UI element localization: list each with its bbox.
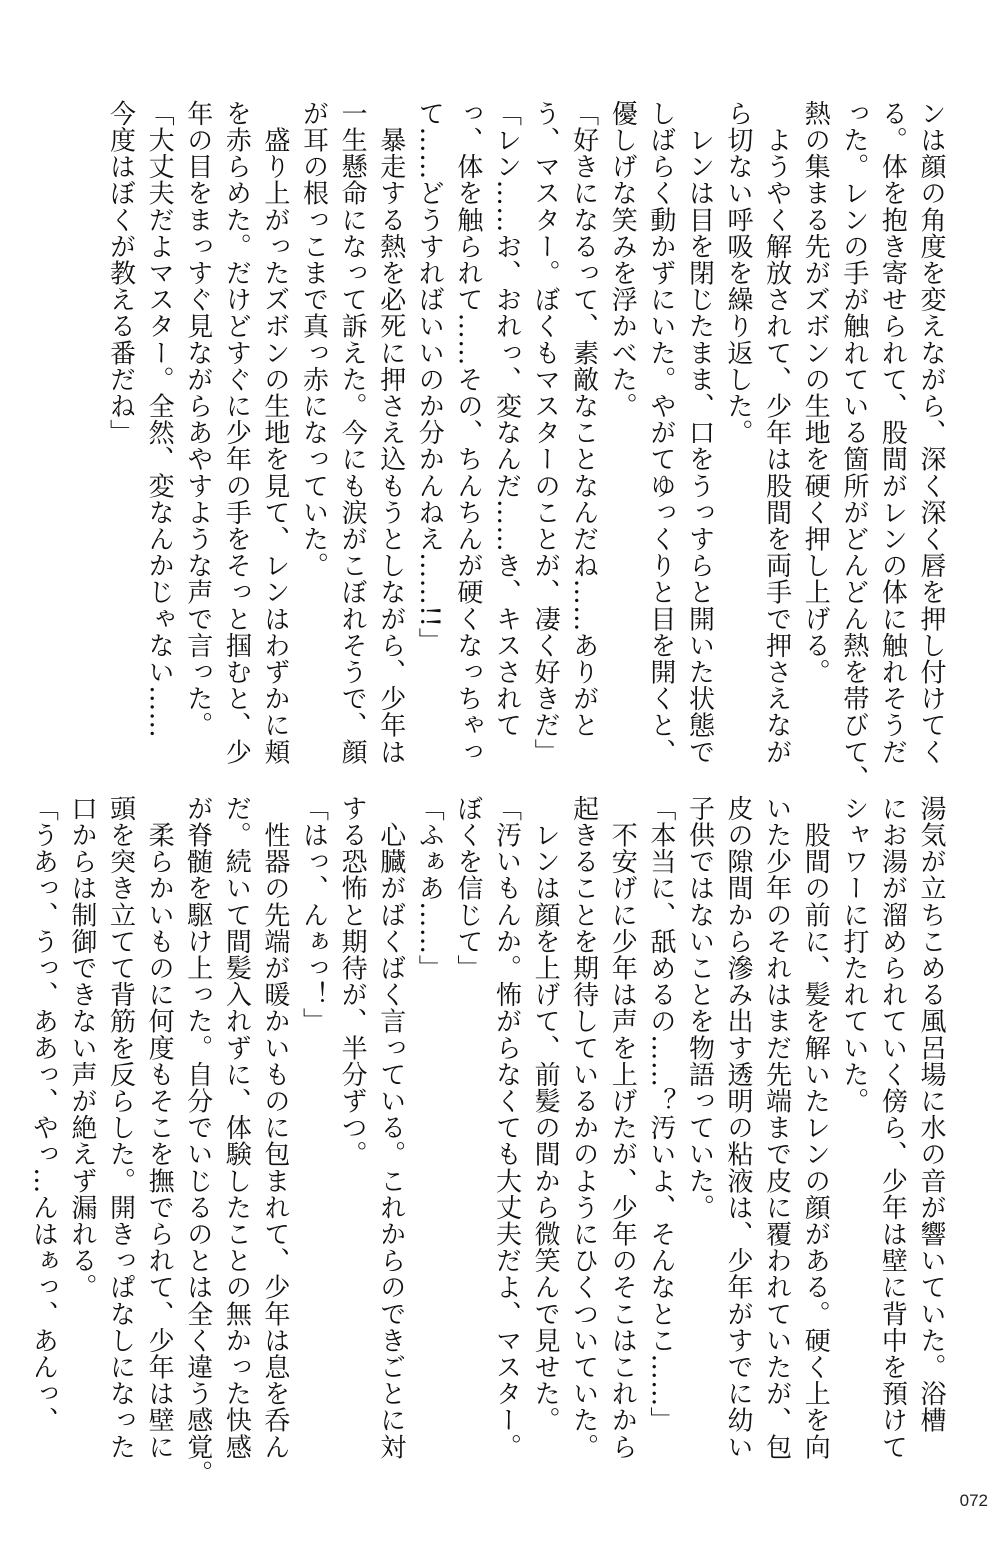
text-line: て……どうすればいいのか分かんねえ……!!」 <box>414 100 445 655</box>
text-line: 心臓がばくばく言っている。これからのできごとに対 <box>375 795 406 1460</box>
text-line: 口からは制御できない声が絶えず漏れる。 <box>66 795 97 1301</box>
text-line: を赤らめた。だけどすぐに少年の手をそっと掴むと、少 <box>221 100 252 765</box>
text-line: 年の目をまっすぐ見ながらあやすような声で言った。 <box>182 100 213 739</box>
text-line: 一生懸命になって訴えた。今にも涙がこぼれそうで、顔 <box>337 100 368 765</box>
text-line: 性器の先端が暖かいものに包まれて、少年は息を呑ん <box>259 795 290 1460</box>
text-line: 「大丈夫だよマスター。全然、変なんかじゃない…… <box>144 100 175 739</box>
text-line: 子供ではないことを物語っていた。 <box>684 795 715 1221</box>
text-line: 「ふぁあ……」 <box>414 795 445 982</box>
text-line: 湯気が立ちこめる風呂場に水の音が響いていた。浴槽 <box>916 795 946 1434</box>
text-line: ぼくを信じて」 <box>452 795 483 982</box>
text-line: っ、体を触られて……その、ちんちんが硬くなっちゃっ <box>452 100 483 765</box>
text-line: シャワーに打たれていた。 <box>838 795 869 1115</box>
text-line: 熱の集まる先がズボンの生地を硬く押し上げる。 <box>800 100 831 686</box>
text-line: ようやく解放されて、少年は股間を両手で押さえなが <box>761 100 792 765</box>
text-line: 盛り上がったズボンの生地を見て、レンはわずかに頬 <box>259 100 290 765</box>
text-line: 股間の前に、髪を解いたレンの顔がある。硬く上を向 <box>800 795 831 1460</box>
text-line: しばらく動かずにいた。やがてゆっくりと目を開くと、 <box>645 100 676 765</box>
text-line: する恐怖と期待が、半分ずつ。 <box>337 795 368 1168</box>
text-line: 頭を突き立てて背筋を反らした。開きっぱなしになった <box>105 795 136 1460</box>
text-line: 優しげな笑みを浮かべた。 <box>607 100 638 420</box>
text-line: 柔らかいものに何度もそこを撫でられて、少年は壁に <box>144 795 175 1460</box>
text-line: 「好きになるって、素敵なことなんだね……ありがと <box>568 100 599 739</box>
text-line: 「本当に、舐めるの……？汚いよ、そんなとこ……」 <box>645 795 676 1434</box>
text-line: 「レン……お、おれっ、変なんだ……き、キスされて <box>491 100 522 739</box>
text-line: る。体を抱き寄せられて、股間がレンの体に触れそうだ <box>877 100 908 765</box>
text-line: ら切ない呼吸を繰り返した。 <box>723 100 754 446</box>
text-line: 「うあっ、うっ、ああっ、やっ…んはぁっ、あんっ、 <box>28 795 59 1434</box>
text-line: 今度はぼくが教える番だね」 <box>105 100 136 446</box>
text-line: う、マスター。ぼくもマスターのことが、凄く好きだ」 <box>530 100 561 765</box>
text-block-lower <box>28 795 946 1487</box>
text-line: が耳の根っこまで真っ赤になっていた。 <box>298 100 329 579</box>
text-line: った。レンの手が触れている箇所がどんどん熱を帯びて、 <box>838 100 869 792</box>
text-line: いた少年のそれはまだ先端まで皮に覆われていたが、包 <box>761 795 792 1460</box>
text-line: だ。続いて間髪入れずに、体験したことの無かった快感 <box>221 795 252 1460</box>
text-line: レンは目を閉じたまま、口をうっすらと開いた状態で <box>684 100 715 765</box>
text-line: にお湯が溜められていく傍ら、少年は壁に背中を預けて <box>877 795 908 1460</box>
text-line: ンは顔の角度を変えながら、深く深く唇を押し付けてく <box>916 100 946 765</box>
text-block-upper <box>55 100 946 792</box>
text-line: 「はっ、んぁっ！」 <box>298 795 329 1035</box>
text-line: レンは顔を上げて、前髪の間から微笑んで見せた。 <box>530 795 561 1434</box>
text-line: 起きることを期待しているかのようにひくついていた。 <box>568 795 599 1460</box>
page-number: 072 <box>959 1491 988 1510</box>
text-line: 不安げに少年は声を上げたが、少年のそこはこれから <box>607 795 638 1460</box>
text-line: 暴走する熱を必死に押さえ込もうとしながら、少年は <box>375 100 406 765</box>
text-line: 皮の隙間から滲み出す透明の粘液は、少年がすでに幼い <box>723 795 754 1460</box>
text-line: 「汚いもんか。怖がらなくても大丈夫だよ、マスター。 <box>491 795 522 1460</box>
text-line: が脊髄を駆け上った。自分でいじるのとは全く違う感覚。 <box>182 795 213 1487</box>
